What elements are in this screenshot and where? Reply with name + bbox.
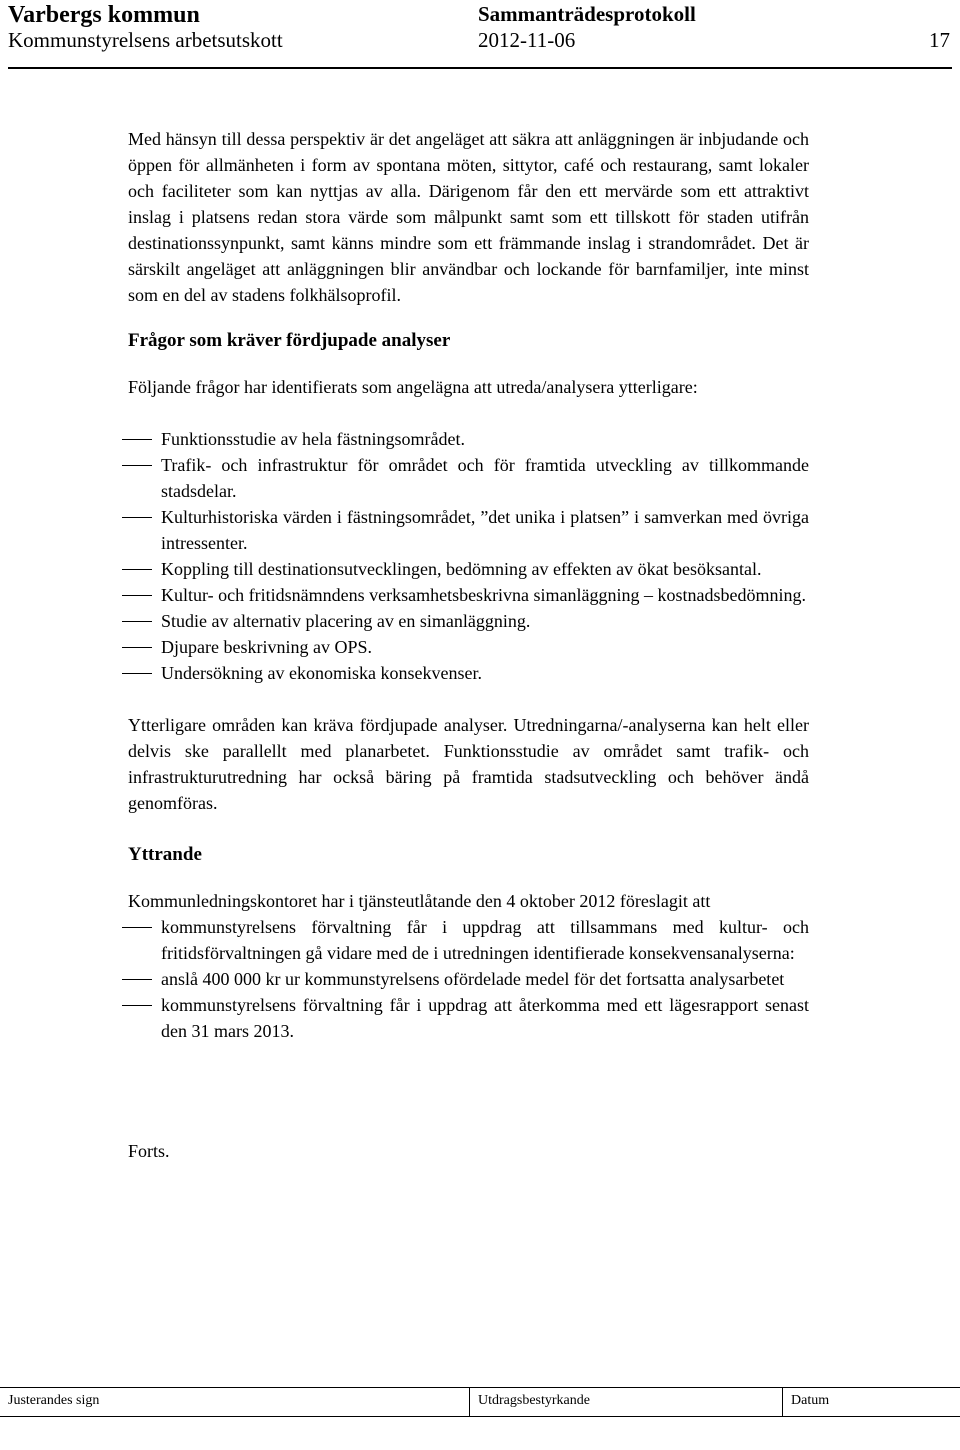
meeting-date: 2012-11-06 [478,28,576,52]
list-item [128,556,809,582]
certification-cell [470,1388,783,1416]
header-row-bottom [8,28,952,56]
document-body [128,126,809,1164]
list-item-text: kommunstyrelsens förvaltning får i uppdrag att tillsammans med kultur- och fritidsförvaltningen gå vidare med de i utredningen identifierade konsekvensanalyserna: [161,917,809,963]
list-item-text: Undersökning av ekonomiska konsekvenser. [161,663,482,683]
list-item-text: Koppling till destinationsutvecklingen, bedömning av effekten av ökat besöksantal. [161,559,762,579]
statement-intro: Kommunledningskontoret har i tjänsteutlåtande den 4 oktober 2012 föreslagit att [128,891,711,911]
list-item [128,426,809,452]
committee-name: Kommunstyrelsens arbetsutskott [8,28,283,52]
list-item [128,608,809,634]
certification-label: Utdragsbestyrkande [478,1393,590,1408]
organization-name: Varbergs kommun [8,2,200,28]
section-intro-analyses: Följande frågor har identifierats som angelägna att utreda/analysera ytterligare: [128,377,698,397]
list-item [128,504,809,556]
list-item-text: Studie av alternativ placering av en simanläggning. [161,611,531,631]
list-item-text: kommunstyrelsens förvaltning får i uppdrag att återkomma med ett lägesrapport senast den 31 mars 2013. [161,995,809,1041]
list-item-text: Djupare beskrivning av OPS. [161,637,372,657]
list-item-text: Kulturhistoriska värden i fästningsområdet, ”det unika i platsen” i samverkan med övriga intressenter. [161,507,809,553]
list-item [128,660,809,686]
list-item [128,582,809,608]
list-item [128,966,809,992]
list-item-text: Trafik- och infrastruktur för området och för framtida utveckling av tillkommande stadsdelar. [161,455,809,501]
section-heading-statement: Yttrande [128,844,202,865]
continued-marker: Forts. [128,1141,170,1161]
list-item [128,452,809,504]
page-header [8,0,952,69]
signature-label: Justerandes sign [8,1393,100,1408]
proposal-list [128,914,809,1044]
section-closing-paragraph: Ytterligare områden kan kräva fördjupade analyser. Utredningarna/-analyserna kan helt eller delvis ske parallellt med planarbetet. Funktionsstudie av området samt trafik- och infrastrukturutredning har också bäring på framtida stadsutveckling och behöver ändå genomföras. [128,715,809,813]
list-item [128,914,809,966]
list-item [128,992,809,1044]
document-type: Sammanträdesprotokoll [478,2,696,26]
intro-paragraph: Med hänsyn till dessa perspektiv är det angeläget att säkra att anläggningen är inbjudande och öppen för allmänheten i form av spontana möten, sittytor, café och restaurang, samt lokaler och faciliteter som kan nyttjas av alla. Därigenom får den ett mervärde som ett attraktivt inslag i platsens redan stora värde som målpunkt samt som ett tillskott för staden utifrån destinationssynpunkt, samt känns mindre som ett främmande inslag i strandområdet. Det är särskilt angeläget att anläggningen blir användbar och lockande för barnfamiljer, inte minst som en del av stadens folkhälsoprofil. [128,129,809,305]
list-item [128,634,809,660]
page-number: 17 [929,28,950,52]
list-item-text: Funktionsstudie av hela fästningsområdet. [161,429,465,449]
section-heading-analyses: Frågor som kräver fördjupade analyser [128,330,451,351]
signature-cell [0,1388,470,1416]
header-row-top [8,2,952,30]
analysis-question-list [128,426,809,686]
list-item-text: Kultur- och fritidsnämndens verksamhetsbeskrivna simanläggning – kostnadsbedömning. [161,585,807,605]
signature-footer [0,1387,960,1417]
date-cell [783,1388,960,1416]
date-label: Datum [791,1393,830,1408]
list-item-text: anslå 400 000 kr ur kommunstyrelsens ofördelade medel för det fortsatta analysarbetet [161,969,785,989]
